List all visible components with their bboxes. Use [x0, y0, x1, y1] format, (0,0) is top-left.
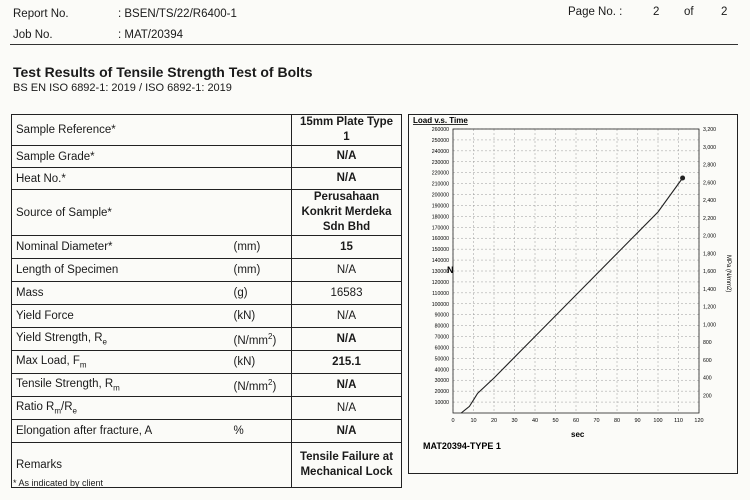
row-label: Nominal Diameter* [12, 236, 230, 259]
table-row [12, 305, 402, 328]
row-unit [230, 115, 292, 146]
report-no-label: Report No. [13, 8, 69, 20]
x-tick-label: 10 [470, 418, 477, 424]
load-time-chart [409, 115, 737, 473]
table-row [12, 282, 402, 305]
x-axis-label: sec [571, 430, 585, 439]
y2-tick-label: 2,000 [703, 233, 716, 240]
x-tick-labels [451, 418, 703, 424]
row-label: Ratio $R_m/R_e$ [12, 397, 230, 420]
row-value: N/A [292, 146, 402, 168]
y-tick-label: 230000 [431, 159, 449, 166]
row-unit: (mm) [230, 259, 292, 282]
page-current: 2 [653, 6, 660, 18]
row-label: Source of Sample* [12, 190, 230, 236]
load-time-chart-box [408, 114, 738, 474]
y-tick-label: 170000 [431, 225, 449, 232]
y2-tick-label: 600 [703, 357, 712, 364]
row-label: Mass [12, 282, 230, 305]
row-value: 15 [292, 236, 402, 259]
results-table [11, 114, 402, 488]
row-label: Sample Reference* [12, 115, 230, 146]
table-row [12, 328, 402, 351]
row-label: Yield Strength, $R_e$ [12, 328, 230, 351]
row-unit: (mm) [230, 236, 292, 259]
row-value: N/A [292, 328, 402, 351]
y-tick-label: 210000 [431, 181, 449, 188]
row-value: 15mm Plate Type 1 [292, 115, 402, 146]
x-tick-label: 120 [694, 418, 704, 424]
table-row [12, 397, 402, 420]
chart-grid [453, 129, 699, 413]
header-divider [10, 44, 738, 45]
y2-tick-label: 800 [703, 340, 712, 346]
table-row [12, 190, 402, 236]
y-tick-label: 220000 [431, 170, 449, 177]
y2-tick-label: 2,600 [703, 180, 716, 187]
report-title: Test Results of Tensile Strength Test of Bolts [13, 64, 313, 80]
row-value: N/A [292, 420, 402, 443]
job-no-label: Job No. [13, 29, 53, 41]
y-tick-label: 160000 [431, 236, 449, 243]
y-tick-label: 190000 [431, 203, 449, 210]
row-label: Length of Specimen [12, 259, 230, 282]
x-tick-label: 90 [634, 418, 641, 424]
row-label: Max Load, $F_m$ [12, 351, 230, 374]
row-value: 16583 [292, 282, 402, 305]
y-tick-label: 100000 [431, 301, 449, 308]
row-value: N/A [292, 259, 402, 282]
footnote: * As indicated by client [13, 478, 104, 488]
report-no-value: : BSEN/TS/22/R6400-1 [118, 8, 237, 20]
row-value: Perusahaan Konkrit Merdeka Sdn Bhd [292, 190, 402, 236]
x-tick-label: 110 [674, 418, 683, 424]
y-tick-label: 10000 [434, 400, 449, 407]
y2-tick-labels [703, 127, 716, 399]
y2-tick-label: 2,400 [703, 198, 716, 204]
row-value: 215.1 [292, 351, 402, 374]
y-tick-label: 240000 [431, 148, 449, 155]
row-label: Yield Force [12, 305, 230, 328]
chart-caption: MAT20394-TYPE 1 [423, 441, 501, 451]
y2-axis-label: MPa (N/mm2) [725, 255, 731, 293]
y-tick-label: 90000 [434, 312, 449, 319]
table-row [12, 420, 402, 443]
y-tick-label: 70000 [434, 334, 449, 341]
row-value: N/A [292, 168, 402, 190]
row-label: Remarks [12, 443, 230, 488]
y-tick-label: 20000 [434, 389, 449, 396]
y2-tick-label: 1,400 [703, 286, 716, 293]
row-unit [230, 146, 292, 168]
y2-tick-label: 2,800 [703, 162, 716, 169]
x-tick-label: 40 [531, 418, 539, 424]
y-axis-label: N [447, 265, 454, 275]
x-tick-label: 50 [552, 418, 559, 424]
y-tick-label: 60000 [434, 345, 449, 352]
y-tick-label: 200000 [431, 192, 449, 199]
table-row [12, 374, 402, 397]
row-unit: $(N/mm^2)$ [230, 328, 292, 351]
y-tick-label: 120000 [431, 279, 449, 286]
row-label: Elongation after fracture, A [12, 420, 230, 443]
y-tick-label: 50000 [434, 356, 449, 363]
y-tick-label: 30000 [434, 378, 449, 385]
row-unit [230, 190, 292, 236]
y2-tick-label: 3,000 [703, 144, 716, 151]
chart-title: Load v.s. Time [413, 116, 468, 125]
row-unit: (kN) [230, 351, 292, 374]
page-label: Page No. : [568, 6, 623, 18]
x-tick-label: 70 [593, 418, 600, 424]
y-tick-label: 110000 [432, 290, 449, 297]
x-tick-label: 20 [490, 418, 498, 424]
x-tick-label: 0 [451, 418, 455, 424]
y2-tick-label: 1,200 [703, 304, 716, 311]
x-tick-label: 100 [653, 418, 663, 424]
y2-tick-label: 3,200 [703, 127, 716, 133]
row-unit: % [230, 420, 292, 443]
table-row [12, 146, 402, 168]
table-row [12, 236, 402, 259]
row-value: Tensile Failure at Mechanical Lock [292, 443, 402, 488]
report-subtitle: BS EN ISO 6892-1: 2019 / ISO 6892-1: 2019 [13, 82, 232, 94]
x-tick-label: 80 [613, 418, 621, 424]
row-label: Sample Grade* [12, 146, 230, 168]
table-row [12, 259, 402, 282]
y2-tick-label: 200 [703, 393, 712, 400]
y-tick-label: 80000 [434, 323, 449, 330]
x-tick-label: 30 [511, 418, 518, 424]
row-label: Tensile Strength, $R_m$ [12, 374, 230, 397]
y2-tick-label: 2,200 [703, 215, 716, 222]
table-row [12, 351, 402, 374]
page-total: 2 [721, 6, 728, 18]
y-tick-label: 140000 [431, 258, 449, 265]
row-unit: $(N/mm^2)$ [230, 374, 292, 397]
series-line [461, 178, 682, 413]
row-unit: (kN) [230, 305, 292, 328]
row-unit [230, 168, 292, 190]
series-end-point [680, 176, 685, 181]
row-value: N/A [292, 305, 402, 328]
job-no-value: : MAT/20394 [118, 29, 183, 41]
x-tick-label: 60 [572, 418, 580, 424]
table-row [12, 168, 402, 190]
y-tick-label: 250000 [431, 137, 449, 144]
row-label: Heat No.* [12, 168, 230, 190]
y-tick-label: 180000 [431, 214, 449, 221]
y-tick-label: 150000 [431, 247, 449, 254]
table-row [12, 115, 402, 146]
y-tick-label: 260000 [431, 127, 449, 133]
row-value: N/A [292, 397, 402, 420]
y2-tick-label: 1,800 [703, 251, 716, 258]
row-unit: (g) [230, 282, 292, 305]
y-tick-label: 40000 [434, 367, 449, 374]
page-of: of [684, 6, 694, 18]
row-value: N/A [292, 374, 402, 397]
row-unit [230, 397, 292, 420]
y2-tick-label: 1,600 [703, 269, 716, 275]
row-unit [230, 443, 292, 488]
y2-tick-label: 1,000 [703, 322, 716, 329]
y2-tick-label: 400 [703, 375, 712, 382]
y-tick-label: 130000 [431, 269, 449, 275]
